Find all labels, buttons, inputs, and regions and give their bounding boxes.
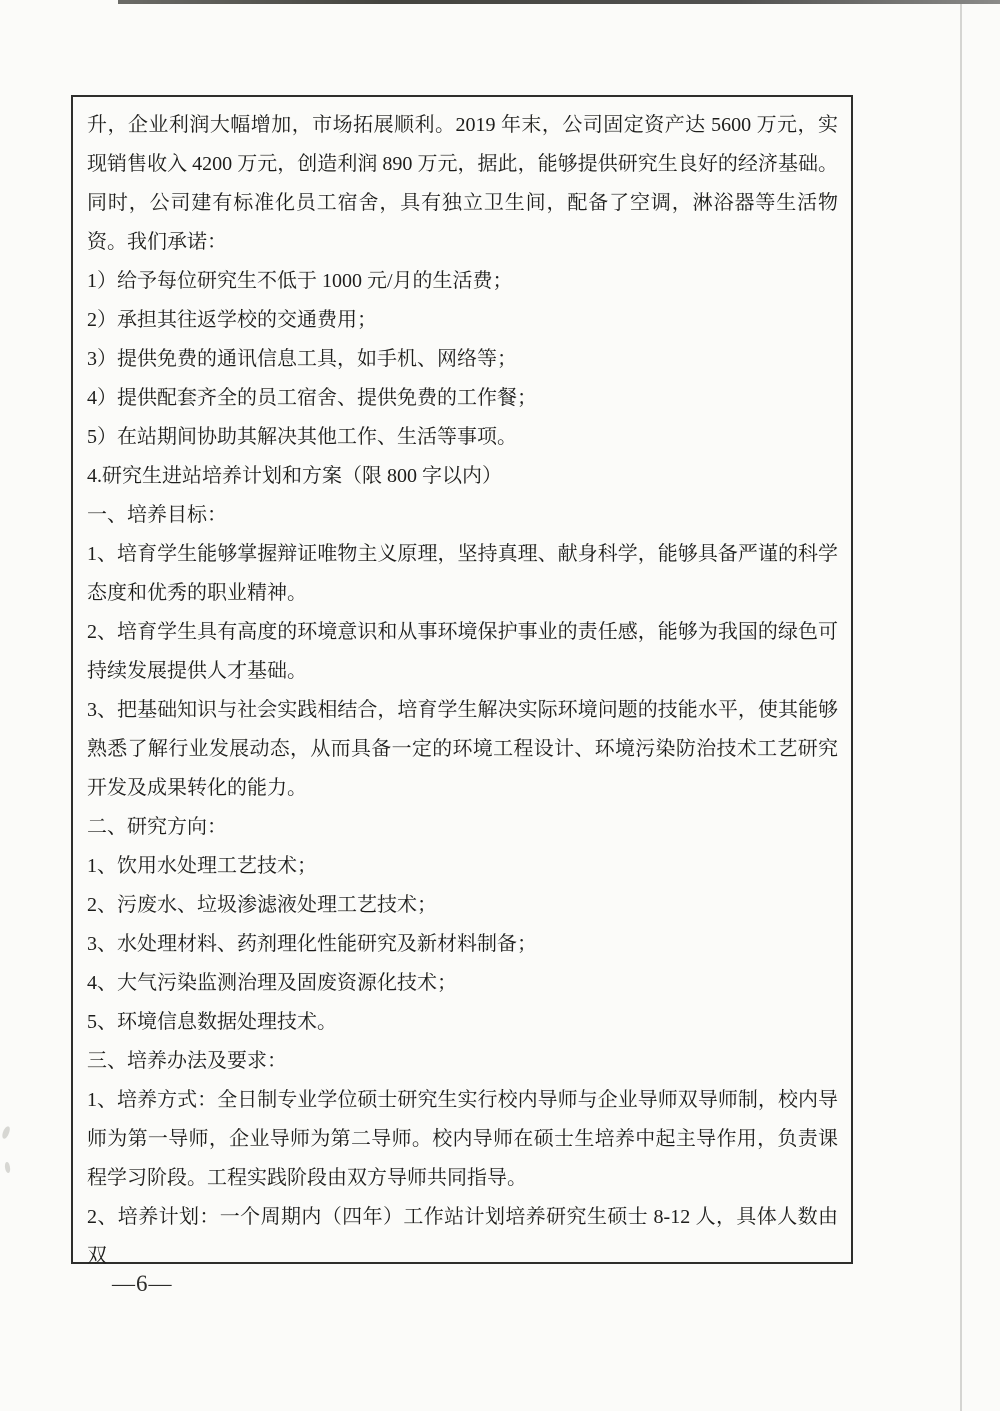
commitment-item-3: 3）提供免费的通讯信息工具，如手机、网络等； bbox=[87, 348, 517, 370]
heading-training-goals: 一、培养目标： bbox=[87, 504, 227, 526]
scan-speck bbox=[4, 1162, 11, 1174]
goal-item-3: 3、把基础知识与社会实践相结合，培育学生解决实际环境问题的技能水平，使其能够熟悉了解行业发展动态，从而具备一定的环境工程设计、环境污染防治技术工艺研究开发及成果转化的能力。 bbox=[87, 699, 838, 799]
research-direction-2: 2、污废水、垃圾渗滤液处理工艺技术； bbox=[87, 894, 437, 916]
heading-research-directions: 二、研究方向： bbox=[87, 816, 227, 838]
research-direction-5: 5、环境信息数据处理技术。 bbox=[87, 1011, 337, 1033]
section-4-title: 4.研究生进站培养计划和方案（限 800 字以内） bbox=[87, 465, 502, 487]
scan-top-edge bbox=[118, 0, 1000, 4]
heading-training-methods: 三、培养办法及要求： bbox=[87, 1050, 287, 1072]
method-item-1: 1、培养方式：全日制专业学位硕士研究生实行校内导师与企业导师双导师制，校内导师为第一导师，企业导师为第二导师。校内导师在硕士生培养中起主导作用，负责课程学习阶段。工程实践阶段由双方导师共同指导。 bbox=[87, 1089, 838, 1189]
goal-item-1: 1、培育学生能够掌握辩证唯物主义原理，坚持真理、献身科学，能够具备严谨的科学态度和优秀的职业精神。 bbox=[87, 543, 838, 604]
scan-vertical-line bbox=[960, 4, 962, 1411]
research-direction-1: 1、饮用水处理工艺技术； bbox=[87, 855, 317, 877]
document-cell bbox=[71, 95, 853, 1267]
commitment-item-4: 4）提供配套齐全的员工宿舍、提供免费的工作餐； bbox=[87, 387, 537, 409]
scan-speck bbox=[1, 1125, 11, 1139]
research-direction-3: 3、水处理材料、药剂理化性能研究及新材料制备； bbox=[87, 933, 537, 955]
commitment-item-1: 1）给予每位研究生不低于 1000 元/月的生活费； bbox=[87, 270, 513, 292]
para-financial-overview: 升，企业利润大幅增加，市场拓展顺利。2019 年末，公司固定资产达 5600 万元，实现销售收入 4200 万元，创造利润 890 万元，据此，能够提供研究生良好的经济基础。同时，公司建有标准化员工宿舍，具有独立卫生间，配备了空调，淋浴器等生活物资。我们承诺： bbox=[87, 114, 838, 253]
method-item-2: 2、培养计划：一个周期内（四年）工作站计划培养研究生硕士 8-12 人，具体人数由双 bbox=[87, 1206, 838, 1267]
commitment-item-2: 2）承担其往返学校的交通费用； bbox=[87, 309, 377, 331]
goal-item-2: 2、培育学生具有高度的环境意识和从事环境保护事业的责任感，能够为我国的绿色可持续发展提供人才基础。 bbox=[87, 621, 838, 682]
commitment-item-5: 5）在站期间协助其解决其他工作、生活等事项。 bbox=[87, 426, 517, 448]
page-number: —6— bbox=[112, 1271, 173, 1296]
research-direction-4: 4、大气污染监测治理及固废资源化技术； bbox=[87, 972, 457, 994]
